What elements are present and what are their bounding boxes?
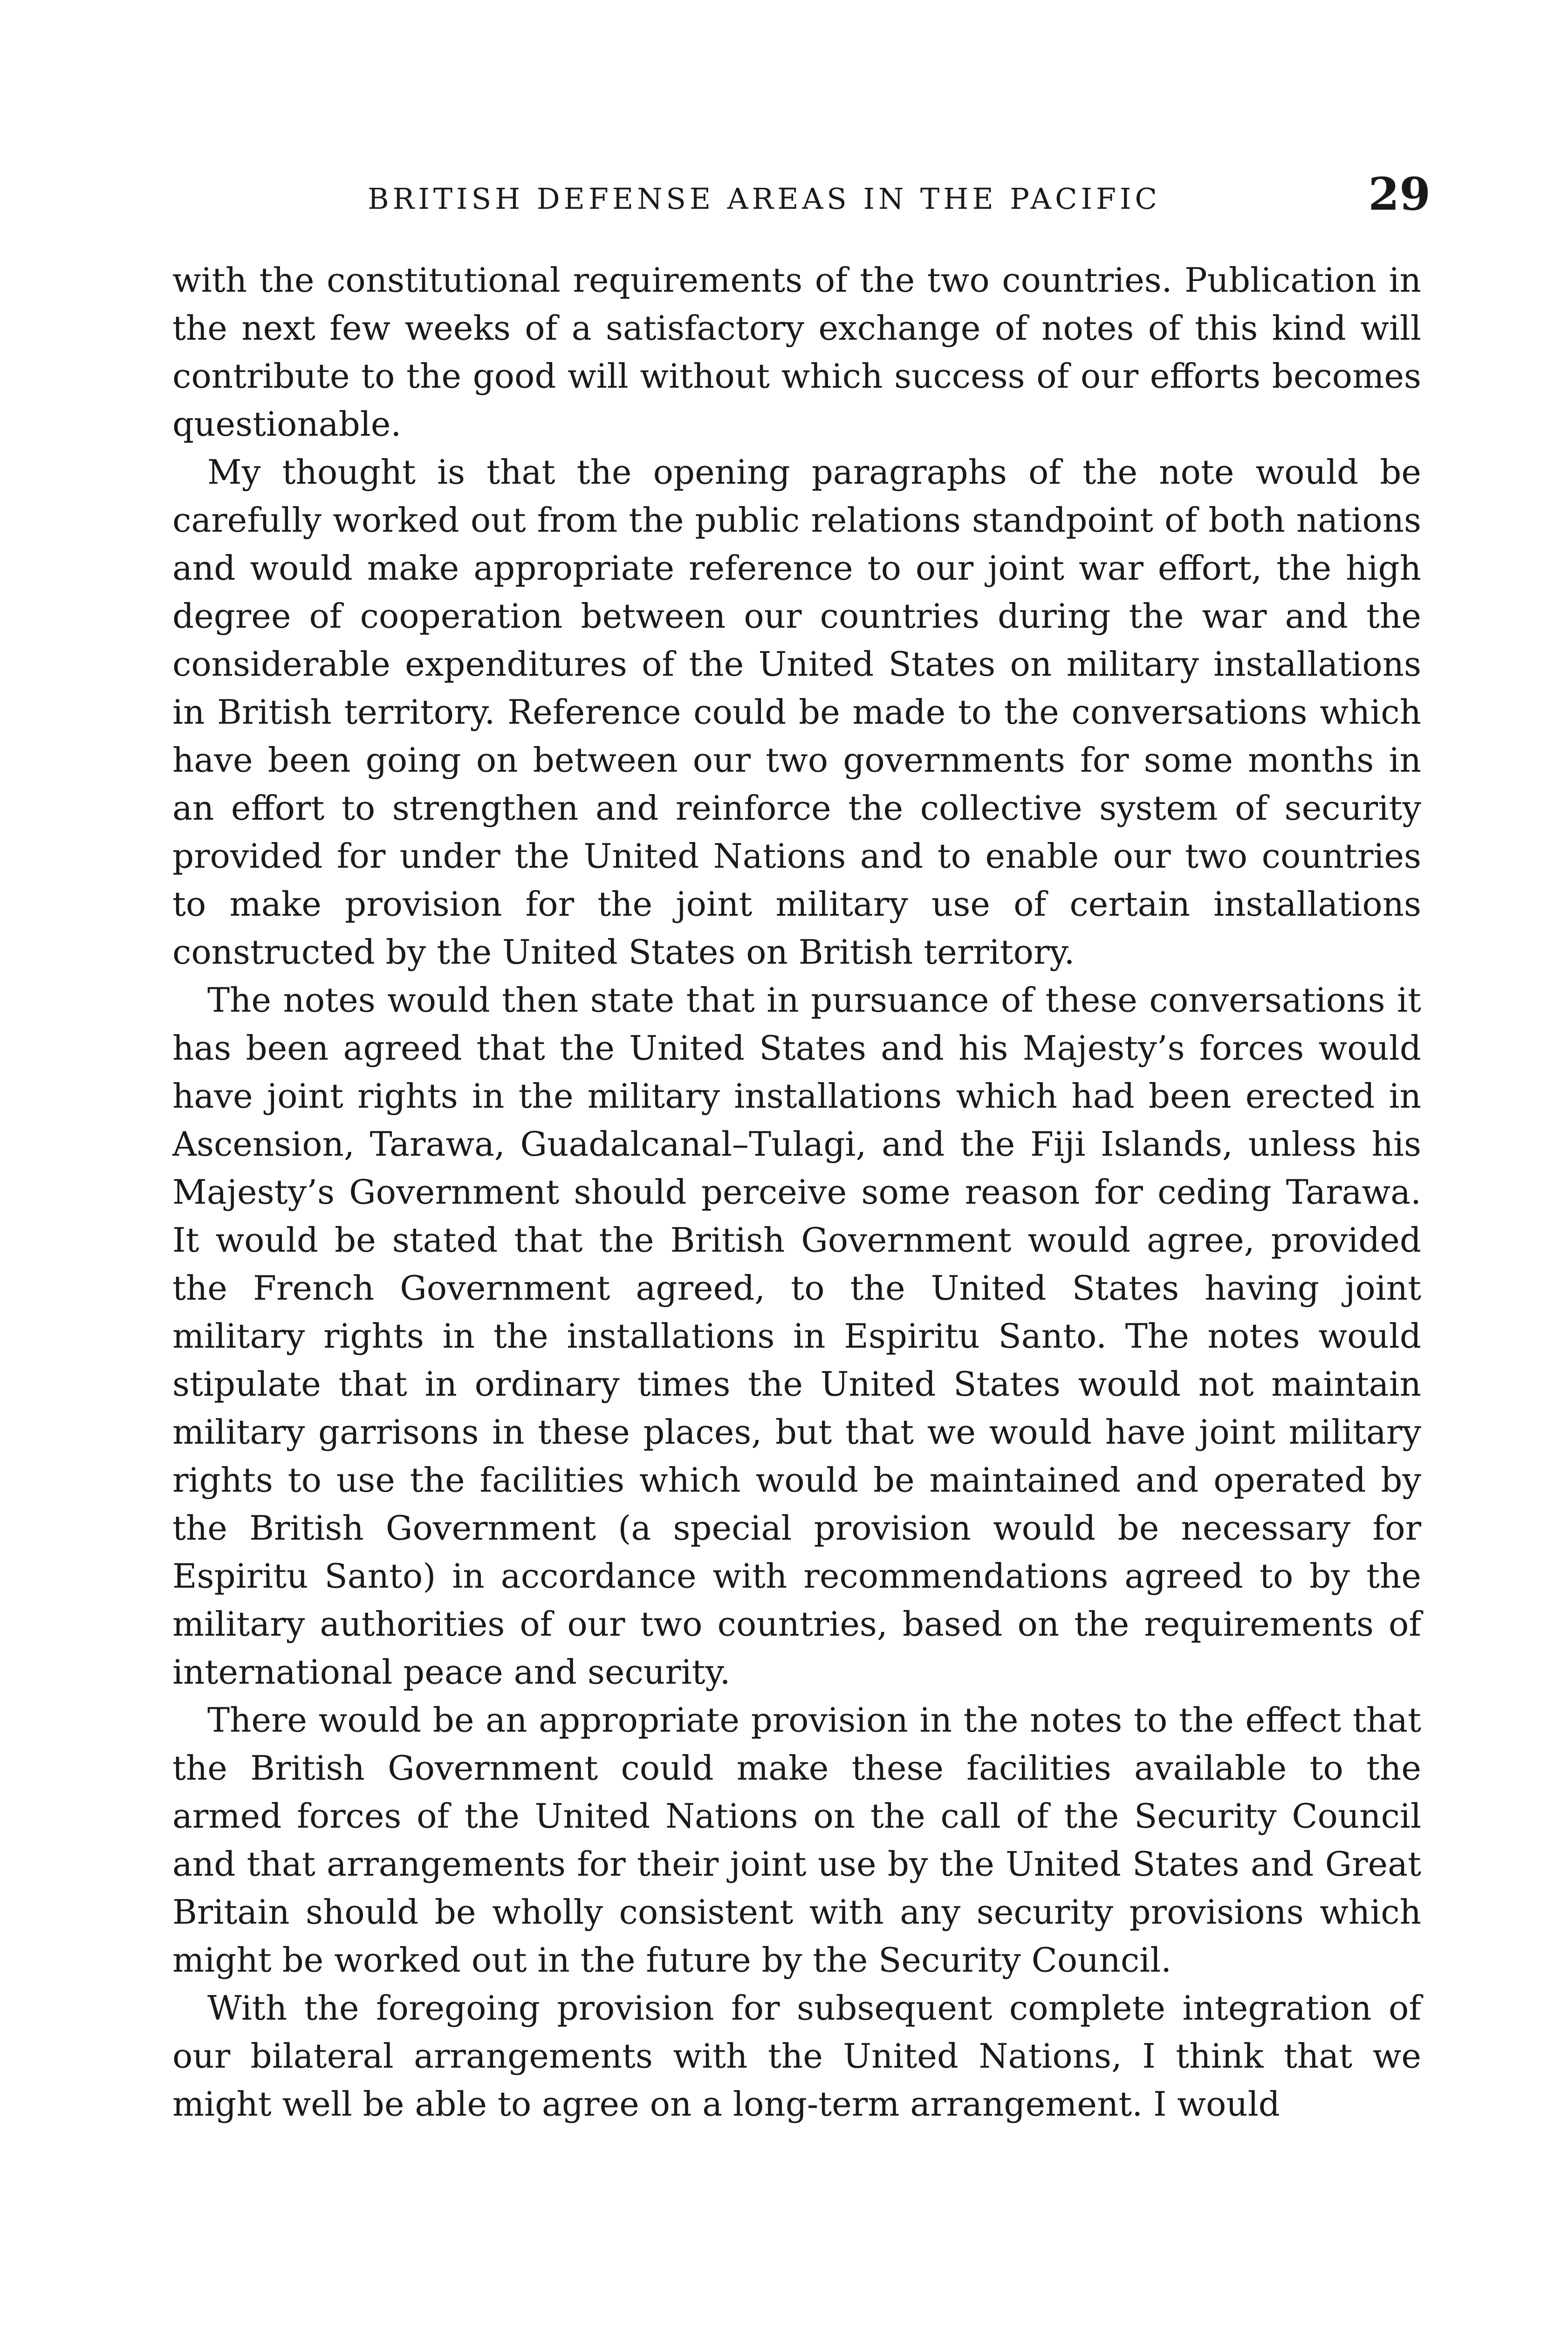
paragraph-4: There would be an appropriate provision in the notes to the effect that the British Government could make these facilities available to the armed forces of the United Nations on the call of the Security Council and that arrangements for their joint use by the United States and Great Britain should be wholly consistent with any security provisions which might be worked out in the future by the Security Council.: [172, 1700, 1421, 1980]
page-number: 29: [1368, 168, 1431, 220]
paragraph-1: with the constitutional requirements of the two countries. Publication in the next few weeks of a satisfactory exchange of notes of this kind will contribute to the good will without which success of our efforts becomes questionable.: [172, 260, 1421, 444]
paragraph-2: My thought is that the opening paragraphs of the note would be carefully worked out from the public relations standpoint of both nations and would make appropriate reference to our joint war effort, the high degree of cooperation between our countries during the war and the considerable expenditures of the United States on military installations in British territory. Reference could be made to the conversations which have been going on between our two governments for some months in an effort to strengthen and reinforce the collective system of security provided for under the United Nations and to enable our two countries to make provision for the joint military use of certain installations constructed by the United States on British territory.: [172, 452, 1421, 972]
paragraph-5: With the foregoing provision for subsequent complete integration of our bilateral arrangements with the United Nations, I think that we might well be able to agree on a long-term arrangement. I would: [172, 1988, 1421, 2124]
body-text: [172, 256, 1421, 2128]
paragraph-3: The notes would then state that in pursuance of these conversations it has been agreed that the United States and his Majesty’s forces would have joint rights in the military installations which had been erected in Ascension, Tarawa, Guadalcanal–Tulagi, and the Fiji Islands, unless his Majesty’s Government should perceive some reason for ceding Tarawa. It would be stated that the British Government would agree, provided the French Government agreed, to the United States having joint military rights in the installations in Espiritu Santo. The notes would stipulate that in ordinary times the United States would not maintain military garrisons in these places, but that we would have joint military rights to use the facilities which would be maintained and operated by the British Government (a special provision would be necessary for Espiritu Santo) in accordance with recommendations agreed to by the military authorities of our two countries, based on the requirements of international peace and security.: [172, 980, 1421, 1692]
running-head: [177, 168, 1431, 228]
running-title: BRITISH DEFENSE AREAS IN THE PACIFIC: [368, 182, 1161, 216]
